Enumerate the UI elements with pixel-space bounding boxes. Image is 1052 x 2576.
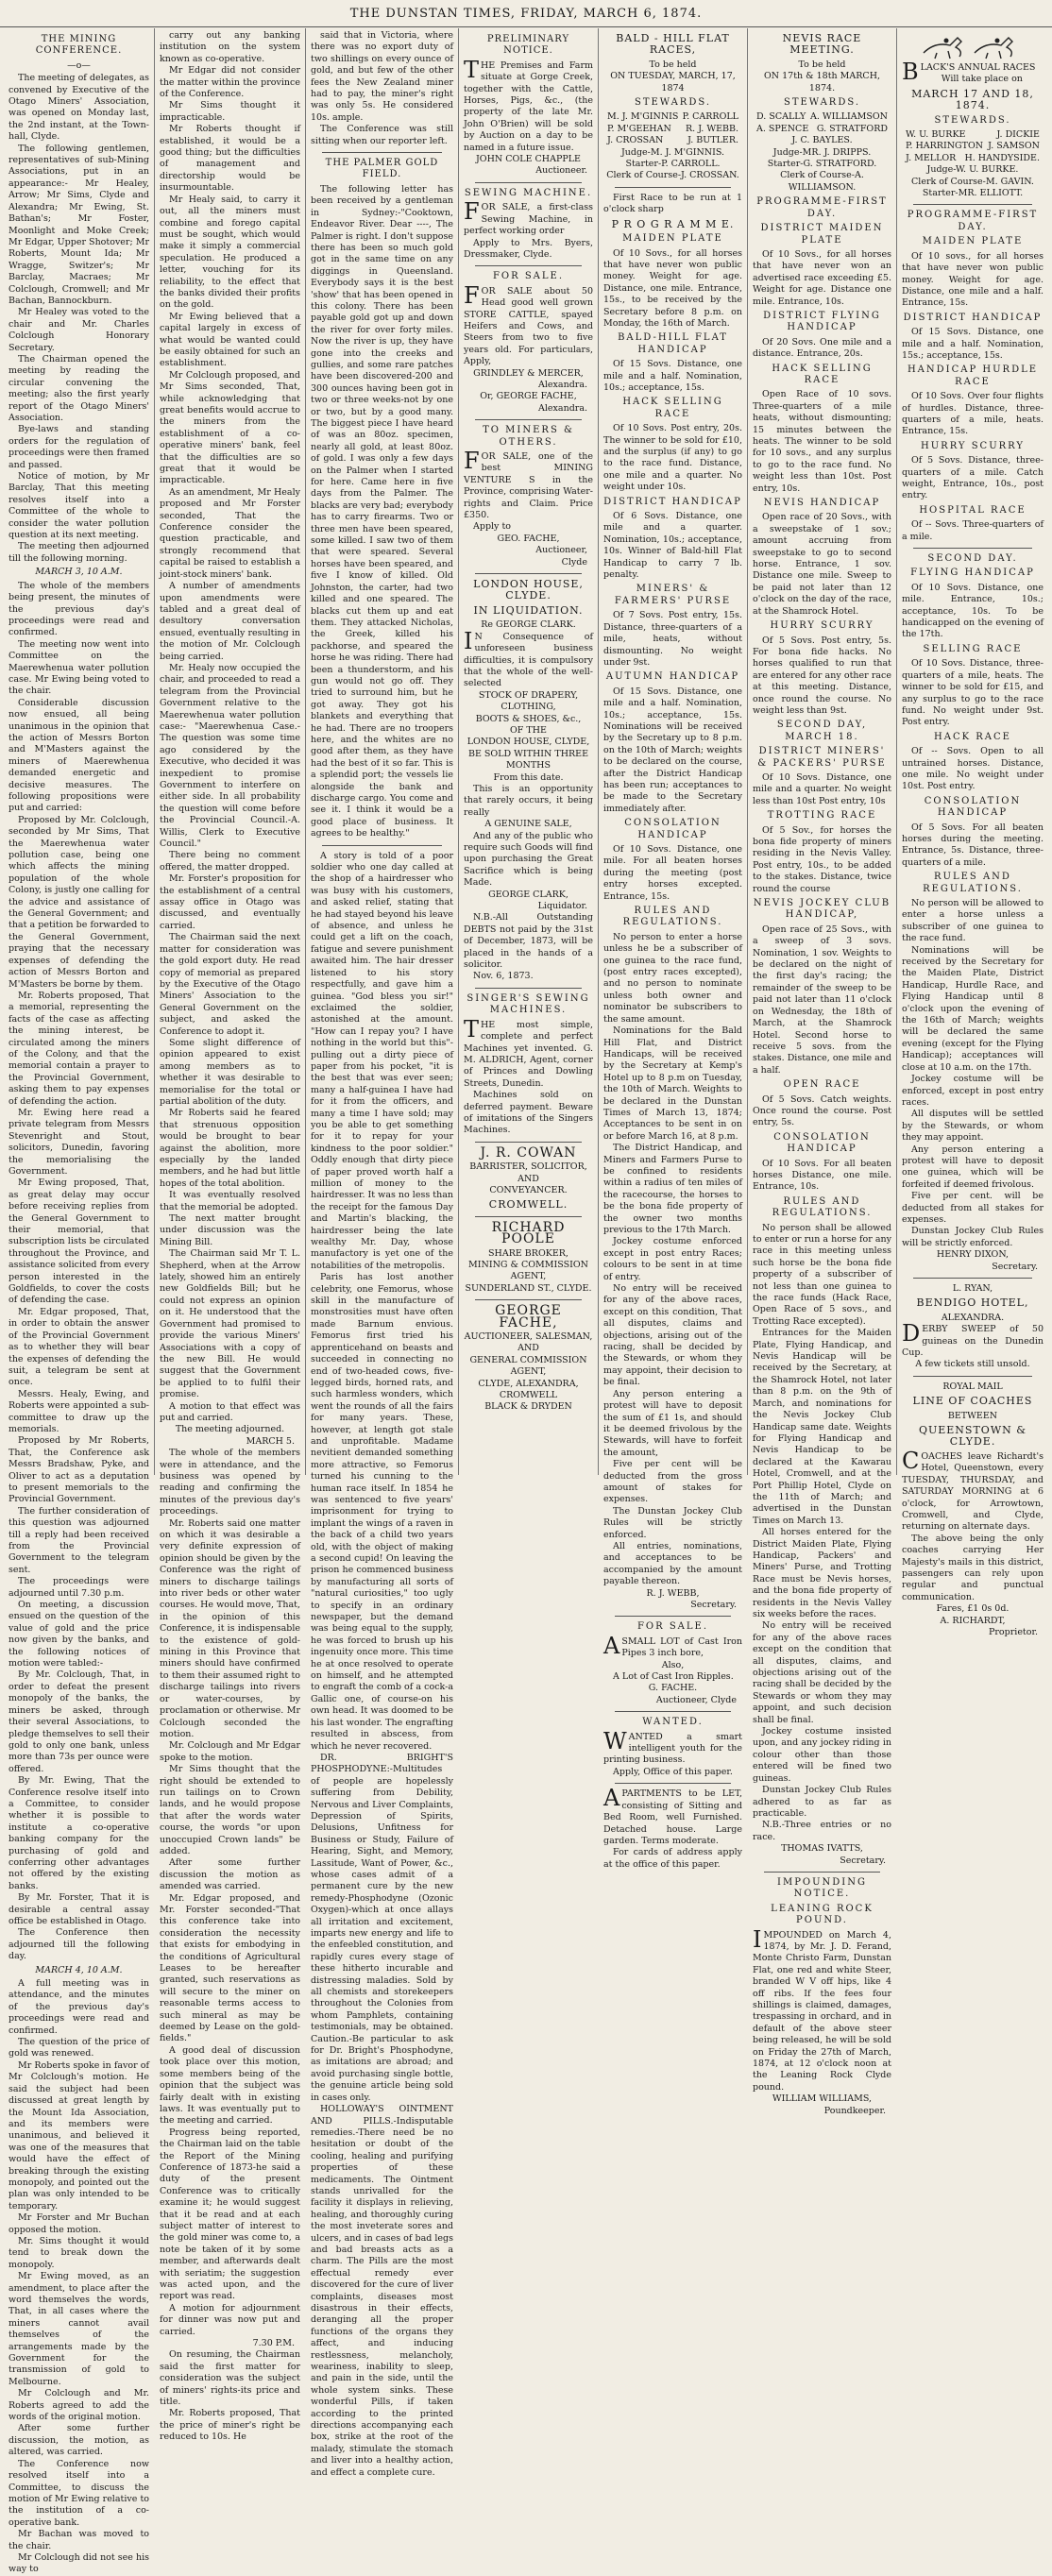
paragraph: Mr Colclough did not see his way to [8, 2551, 149, 2575]
article-heading: THE MINING CONFERENCE. [35, 34, 123, 57]
paragraph: Mr Colclough and Mr. Roberts agreed to add the words of the original motion. [8, 2388, 149, 2423]
horse-icon [916, 32, 1029, 60]
ad-heading: WANTED. [642, 1717, 704, 1728]
paragraph: carry out any banking institution on the system known as co-operative. [160, 30, 300, 64]
paragraph: A motion to that effect was put and carried. [160, 1400, 300, 1423]
paragraph: Mr Roberts thought if established, it would be a good thing; but the difficulties of management and directorship would be insurmountable. [160, 124, 300, 194]
dateline: MARCH 4, 10 A.M. [35, 1964, 123, 1975]
paragraph: The following gentlemen, representatives of sub-Mining Associations, put in an appearance:- Mr Healey, Arrow; Mr Sims, Clyde and Alexandra; Mr Ewing, St. Bathan's; Mr Foster, Moonlight and Moke Creek; Mr Edgar, Upper Shotover; Mr Roberts, Mount Ida; Mr Wragge, Switzer's; Mr Barclay, Macraes; Mr Colclough, Cromwell; and Mr Bachan, Bannockburn. [8, 143, 149, 306]
paragraph: Messrs. Healy, Ewing, and Roberts were appointed a sub-committee to draw up the memorials. [8, 1388, 149, 1434]
paragraph: The Conference was still sitting when our reporter left. [311, 124, 453, 146]
ad-text: THE Premises and Farm situate at Gorge Creek, together with the Cattle, Horses, Pigs, &c., (the property of the late Mr. John O'Brien) will be sold by Auction on a day to be named in a future issue. [464, 56, 593, 153]
paragraph: Mr Edgar did not consider the matter within the province of the Conference. [160, 65, 300, 100]
programme-heading: PROGRAMME-FIRST DAY. [907, 210, 1039, 232]
paragraph: The Chairman said the next matter for consideration was the gold export duty. He read copy of memorial as prepared by the Executive of the Otago Miners' Association to the General Government on the subject, and asked the Conference to adopt it. [160, 932, 300, 1037]
paragraph: The proceedings were adjourned until 7.30 p.m. [8, 1576, 149, 1599]
horse-race-illustration [902, 30, 1044, 62]
column-3 [306, 28, 459, 2478]
paragraph: The next matter brought under discussion was the Mining Bill. [160, 1213, 300, 1247]
column-5: BALD - HILL FLAT RACES, To be held ON TUESDAY, MARCH, 17, 1874 STEWARDS. M. J. M'GINNIS P. CARROLL P. M'GEEHAN R. J. WEBB. J. CROSSAN J. BUTLER. Judge-M. J. M'GINNIS. Starter-P. CARROLL. Clerk of Course-J. CROSSAN. First Race to be run at 1 o'clock sharp P R O G R A M M E. MAIDEN PLATE Of 10 Sovs., for all horses that have never won public money. Weight for age. Distance, one mile. Entrance, 15s., to be received by the Secretary before 8 p.m. on Monday, the 16th of March. BALD-HILL FLAT HANDICAP Of 15 Sovs. Distance, one mile and a half. Nomination, 10s.; acceptance, 15s. HACK SELLING RACE Of 10 Sovs. Post entry, 20s. The winner to be sold for £10, and the surplus (if any) to go to the race fund. Distance, one mile and a quarter. No weight under 10s. DISTRICT HANDICAP Of 6 Sovs. Distance, one mile and a quarter. Nomination, 10s.; acceptance, 10s. Winner of Bald-hill Flat Handicap to carry 7 lb. penalty. MINERS' & FARMERS' PURSE Of 7 Sovs. Post entry, 15s. Distance, three-quarters of a mile, heats, without dismounting. No weight under 9st. AUTUMN HANDICAP Of 15 Sovs. Distance, one mile and a half. Nomination, 10s.; acceptance, 15s. Nominations will be received by the Secretary up to 8 p.m. on the 10th of March; weights to be declared on the course, after the District Handicap has been run; acceptances to be made to the Secretary immediately after. CONSOLATION HANDICAP Of 10 Sovs. Distance, one mile. For all beaten horses during the meeting (post entry horses excepted. Entrance, 15s. RULES AND REGULATIONS. No person to enter a horse unless he be a subscriber of one guinea to the race fund, (post entry races excepted), and no person to nominate unless both owner and nominator be subscribers to the same amount. Nominations for the Bald Hill Flat, and District Handicaps, will be received by the Secretary at Kemp's Hotel up to 8 p.m on Tuesday, the 10th of March. Weights to be declared in the Dunstan Times of March 13, 1874; Acceptances to be sent in on or before March 16, at 8 p.m. The District Handicap, and Miners and Farmers Purse to be confined to residents within a radius of ten miles of the racecourse, the horses to be the bona fide property of the owner two months previous to the 17th March. Jockey costume enforced except in post entry Races; colours to be sent in at time of entry. No entry will be received for any of the above races, except on this condition, That all disputes, claims and objections, arising out of the racing, shall be decided by the Stewards, or whom they may appoint, their decision to be final. Any person entering a protest will have to deposit the sum of £1 1s, and should it be deemed frivolous by the Stewards, will have to forfeit the amount, Five per cent will be deducted from the gross amount of stakes for expenses. The Dunstan Jockey Club Rules will be strictly enforced. All entries, nominations, and acceptances to be accompanied by the amount payable thereon. R. J. WEBB, Secretary. FOR SALE. ASMALL LOT of Cast Iron Pipes 3 inch bore, Also, A Lot of Cast Iron Ripples. G. FACHE. Auctioneer, Clyde WANTED. WANTED a smart intelligent youth for the printing business. Apply, Office of this paper. APARTMENTS to be LET, consisting of Sitting and Bed Room, well Furnished. Detached house. Large garden. Terms moderate. For cards of address apply at the office of this paper. [599, 28, 748, 1475]
paragraph: Mr. Roberts proposed, That a memorial, representing the facts of the case as affecting the mining interest, be circulated among the miners of the Colony, and that the memorial contain a prayer to the Provincial Government, asking them to pay expenses of defending the action. [8, 990, 149, 1107]
paragraph: It was eventually resolved that the memorial be adopted. [160, 1190, 300, 1212]
ad-heading: IMPOUNDING NOTICE. [777, 1876, 867, 1900]
ad-heading: NEVIS RACE MEETING. [782, 32, 862, 57]
ad-text: THE most simple, complete and perfect Machines yet invented. G. M. ALDRICH, Agent, corner of Princes and Dowling Streets, Dunedin. [464, 1015, 593, 1089]
paragraph: A full meeting was in attendance, and the minutes of the previous day's proceedings were read and confirmed. [8, 1978, 149, 2036]
paragraph: Notice of motion, by Mr Barclay, That this meeting resolves itself into a Committee of the whole to consider the water pollution question at its next meeting. [8, 471, 149, 541]
paragraph: As an amendment, Mr Healy proposed and Mr Forster seconded, That the Conference consider the question practicable, and strongly recommend that capital be raised to establish a joint-stock miners' bank. [160, 486, 300, 580]
ad-name: JOHN COLE CHAPPLE [476, 154, 581, 165]
paragraph: Mr. Roberts said one matter on which it was desirable a very definite expression of opinion should be given by the Conference was the right of miners to discharge tailings into river beds or other water courses. He would move, That, in the opinion of this Conference, it is indispensable to the existence of gold-mining in this Province that miners should have confirmed to them their assumed right to discharge tailings into rivers or water-courses, by proclamation or otherwise. Mr Colclough seconded the motion. [160, 1517, 300, 1739]
paragraph: The meeting adjourned. [175, 1424, 285, 1435]
column-4: PRELIMINARY NOTICE. THE Premises and Farm situate at Gorge Creek, together with the Cattle, Horses, Pigs, &c., (the property of the late Mr. John O'Brien) will be sold by Auction on a day to be named in a future issue. JOHN COLE CHAPPLE Auctioneer. SEWING MACHINE. FOR SALE, a first-class Sewing Machine, in perfect working order Apply to Mrs. Byers, Dressmaker, Clyde. FOR SALE. FOR SALE about 50 Head good well grown STORE CATTLE, spayed Heifers and Cows, and Steers from two to five years old. For particulars, Apply, GRINDLEY & MERCER, Alexandra. Or, GEORGE FACHE, Alexandra. TO MINERS & OTHERS. FOR SALE, one of the best MINING VENTURE S in the Province, comprising Water-rights and Claim. Price £350. Apply to GEO. FACHE, Auctioneer, Clyde LONDON HOUSE, CLYDE. IN LIQUIDATION. Re GEORGE CLARK. IN Consequence of unforeseen business difficulties, it is compulsory that the whole of the well-selected STOCK OF DRAPERY, CLOTHING, BOOTS & SHOES, &c., OF THE LONDON HOUSE, CLYDE, BE SOLD WITHIN THREE MONTHS From this date. This is an opportunity that rarely occurs, it being really A GENUINE SALE, And any of the public who require such Goods will find upon purchasing the Great Sacrifice which is being Made. GEORGE CLARK, Liquidator. N.B.-All Outstanding DEBTS not paid by the 31st of December, 1873, will be placed in the hands of a solicitor. Nov. 6, 1873. SINGER'S SEWING MACHINES. THE most simple, complete and perfect Machines yet invented. G. M. ALDRICH, Agent, corner of Princes and Dowling Streets, Dunedin. Machines sold on deferred payment. Beware of imitations of the Singers Machines. J. R. COWAN BARRISTER, SOLICITOR, AND CONVEYANCER. CROMWELL. RICHARD POOLE SHARE BROKER, MINING & COMMISSION AGENT, SUNDERLAND ST., CLYDE. GEORGE FACHE, AUCTIONEER, SALESMAN, AND GENERAL COMMISSION AGENT, CLYDE, ALEXANDRA, CROMWELL BLACK & DRYDEN [459, 28, 599, 1475]
paragraph: Mr Colclough proposed, and Mr Sims seconded, That, while acknowledging that great benefits would accrue to the miners from the establishment of a co-operative miners' bank, feel that the difficulties are so great that it would be impracticable. [160, 369, 300, 486]
ad-heading: SINGER'S SEWING MACHINES. [467, 992, 590, 1016]
ad-text: Apply to Mrs. Byers, Dressmaker, Clyde. [464, 237, 593, 260]
ad-role: Auctioneer. [535, 165, 587, 177]
masthead [0, 0, 1052, 27]
ad-heading: IN LIQUIDATION. [473, 603, 584, 617]
paragraph: Mr Bachan was moved to the chair. [8, 2529, 149, 2551]
paragraph: Mr. Roberts proposed, That the price of miner's right be reduced to 10s. He [160, 2408, 300, 2443]
ad-heading: FOR SALE. [636, 1621, 709, 1633]
paragraph: Mr. Colclough and Mr Edgar spoke to the motion. [160, 1740, 300, 1763]
paragraph: Mr Ewing proposed, That, as great delay may occur before receiving replies from the General Government to their memorial, that subscription lists be circulated throughout the Province, and assistance solicited from every person interested in the Goldfields, to cover the costs of defending the case. [8, 1178, 149, 1306]
paragraph: A story is told of a poor soldier who one day called at the shop of a hairdresser who was busy with his customers, and asked relief, stating that he had stayed beyond his leave of absence, and unless he could get a lift on the coach, fatigue and severe punishment awaited him. The hair dresser listened to his story respectfully, and gave him a guinea. "God bless you sir!" exclaimed the soldier, astonished at the amount. "How can I repay you? I have nothing in the world but this"-pulling out a dirty piece of paper from his pocket, "it is the best that was ever seen; many a half-guinea I have had for it from the officers, and many a time I have sold; may you be able to get something for it to repay for your kindness to the poor soldier." Oddly enough that dirty piece of paper proved worth half a million of money to the hairdresser. It was no less than the receipt for the famous Day and Martin's blacking, the hairdresser being the late wealthy Mr. Day, whose manufactory is yet one of the notabilities of the metropolis. [311, 850, 453, 1271]
paragraph: After some further discussion, the motion, as altered, was carried. [8, 2423, 149, 2458]
ad-name: GRINDLEY & MERCER, [473, 367, 584, 379]
ad-heading: RICHARD POOLE [491, 1219, 566, 1247]
column-6: NEVIS RACE MEETING. To be held ON 17th & 18th MARCH, 1874. STEWARDS. D. SCALLY A. WILLIAMSON A. SPENCE G. STRATFORD J. C. BAYLES. Judge-MR. J. DRIPPS. Starter-G. STRATFORD. Clerk of Course-A. WILLIAMSON. PROGRAMME-FIRST DAY. DISTRICT MAIDEN PLATE Of 10 Sovs., for all horses that have never won an advertised race exceeding £5. Weight for age. Distance one mile. Entrance, 10s. DISTRICT FLYING HANDICAP Of 20 Sovs. One mile and a distance. Entrance, 20s. HACK SELLING RACE Open Race of 10 sovs. Three-quarters of a mile heats, without dismounting; 15 minutes between the heats. The winner to be sold for 10 sovs., and any surplus to go to the race fund. No weight less than 10st. Post entry, 10s. NEVIS HANDICAP Open race of 20 Sovs., with a sweepstake of 1 sov.; amount accruing from sweepstake to go to second horse. Entrance, 1 sov. Distance one mile. Sweep to be paid not later than 12 o'clock on the day of the race, at the Shamrock Hotel. HURRY SCURRY Of 5 Sovs. Post entry, 5s. For bona fide hacks. No horses qualified to run that are entered for any other race at this meeting. Distance, once round the course. No weight less than 9st. SECOND DAY, MARCH 18. DISTRICT MINERS' & PACKERS' PURSE Of 10 Sovs. Distance, one mile and a quarter. No weight less than 10st Post entry, 10s TROTTING RACE Of 5 Sov., for horses the bona fide property of miners residing in the Nevis Valley. Post entry, 10s., to be added to the stakes. Distance, twice round the course NEVIS JOCKEY CLUB HANDICAP, Open race of 25 Sovs., with a sweep of 3 sovs. Nomination, 1 sov. Weights to be declared on the night of the first day's racing; the remainder of the sweep to be paid not later than 11 o'clock on Wednesday, the 18th of March, at the Shamrock Hotel. Second horse to receive 5 sovs. from the stakes. Distance, one mile and a half. OPEN RACE Of 5 Sovs. Catch weights. Once round the course. Post entry, 5s. CONSOLATION HANDICAP Of 10 Sovs. For all beaten horses Distance, one mile. Entrance, 10s. RULES AND REGULATIONS. No person shall be allowed to enter or run a horse for any race in this meeting unless such horse be the bona fide property of a subscriber of not less than one guinea to the race funds (Hack Race, Open Race of 5 sovs., and Trotting Race excepted). Entrances for the Maiden Plate, Flying Handicap, and Nevis Handicap will be received by the Secretary, at the Shamrock Hotel, not later than 8 p.m. on the 9th of March, and nominations for the Nevis Jockey Club Handicap same date. Weights for Flying Handicap and Nevis Handicap to be declared at the Kawarau Hotel, Cromwell, and at the Port Phillip Hotel, Clyde on the 11th of March; and advertised in the Dunstan Times on March 13. All horses entered for the District Maiden Plate, Flying Handicap, Packers' and Miners' Purse, and Trotting Race must be Nevis horses, and the bona fide property of residents in the Nevis Valley six weeks before the races. No entry will be received for any of the above races except on the condition that all disputes, claims, and objections arising out of the racing shall be decided by the Stewards or whom they may appoint, and such decision shall be final. Jockey costume insisted upon, and any jockey riding in colour other than those entered will be fined two guineas. Dunstan Jockey Club Rules adhered to as far as practicable. N.B.-Three entries or no race. THOMAS IVATTS, Secretary. IMPOUNDING NOTICE. LEANING ROCK POUND. IMPOUNDED on March 4, 1874, by Mr. J. D. Ferand, Monte Christo Farm, Dunstan Flat, one red and white Steer, branded W V off hips, like 4 off ribs. If the fees four shillings is claimed, damages, trespassing in orchard, and in default of the above steer being released, he will be sold on Friday the 27th of March, 1874, at 12 o'clock noon at the Leaning Rock Clyde pound. WILLIAM WILLIAMS, Poundkeeper. [748, 28, 897, 1475]
paragraph: Progress being reported, the Chairman laid on the table the Report of the Mining Conference of 1873-he said a duty of the present Conference was to critically examine it; he would suggest that it be read and at each subject matter of interest to the gold miner was come to, a note be taken of it by some member, and afterwards dealt with seriatim; the suggestion was acted upon, and the report was read. [160, 2127, 300, 2302]
paragraph: Mr. Forster's proposition for the establishment of a central assay office in Otago was discussed, and eventually carried. [160, 873, 300, 931]
paragraph: The Conference then adjourned till the following day. [8, 1927, 149, 1962]
paragraph: A number of amendments upon amendments were tabled and a great deal of desultory conversation ensued, eventually resulting in the motion of Mr. Colclough being carried. [160, 581, 300, 662]
paragraph: Mr. Ewing here read a private telegram from Messrs Stevenright and Stout, solicitors, Dunedin, favoring the memorialising the Government. [8, 1107, 149, 1177]
ad-heading: BLACK'S ANNUAL RACES [902, 59, 1036, 85]
paragraph: Mr Forster and Mr Buchan opposed the motion. [8, 2212, 149, 2235]
ad-heading: J. R. COWAN [480, 1144, 577, 1161]
column-2 [155, 28, 306, 2443]
paragraph: On meeting, a discussion ensued on the question of the value of gold and the price now given by the banks, and the following notices of motion were tabled:- [8, 1600, 149, 1669]
ad-text: IN Consequence of unforeseen business difficulties, it is compulsory that the whole of the well-selected [464, 627, 593, 689]
paragraph: Proposed by Mr. Colclough, seconded by Mr Sims, That the Maerewhenua water pollution case, being one which affects the mining population of the whole Colony, is justly one calling for the advice and assistance of the General Government; and that a petition be forwarded to the General Government, praying that the necessary expenses of defending the action of Messrs Borton and M'Masters be borne by them. [8, 814, 149, 990]
masthead-title: THE DUNSTAN TIMES, FRIDAY, MARCH 6, 1874. [349, 6, 703, 21]
paragraph: The meeting then adjourned till the following morning. [8, 541, 149, 564]
paragraph: By Mr. Colclough, That, in order to defeat the present monopoly of the banks, the miners be asked, through their several Associations, to pledge themselves to sell their gold to only one bank, unless more than 73s per ounce were offered. [8, 1669, 149, 1774]
ad-text: FOR SALE, a first-class Sewing Machine, in perfect working order [464, 198, 593, 237]
paragraph: Paris has lost another celebrity, one Femorus, whose skill in the manufacture of monstrosities must have often made Barnum envious. Femorus first tried his apprenticehand on beasts and succeeded in connecting no end of two-headed cows, five-legged birds, horned rats, and such harmless wonders, which went the rounds of all the fairs for many years. These, however, at length got stale and unprofitable. Madame nevitient demanded something more attractive, so Femorus turned his cunning to the human race itself. In 1854 he was sentenced to five years' imprisonment for trying to implant the wings of a raven in the back of a child two years old, with the object of making a second cupid! On leaving the prison he commenced business by manufacturing all sorts of "natural curiosities," too ugly to specify in an ordinary newspaper, but the demand was being equal to the supply, he was forced to brush up his ingenuity once more. This time he at once resolved to operate on himself, and he attempted to engraft the comb of a cock-a Gallic one, of course-on his own head. It was doomed to be his last wonder. The engrafting resulted in abscess, from which he never recovered. [311, 1272, 453, 1752]
paragraph: Mr Sims thought it impracticable. [160, 100, 300, 123]
ad-heading: SEWING MACHINE. [464, 187, 593, 198]
paragraph: Mr Ewing moved, as an amendment, to place after the word themselves the words, That, in all cases where the miners cannot avail themselves of the arrangements made by the Government for the transmission of gold to Melbourne. [8, 2271, 149, 2387]
ad-heading: LINE OF COACHES [912, 1395, 1033, 1408]
paragraph: Mr Healey was voted to the chair and Mr. Charles Colclough Honorary Secretary. [8, 307, 149, 353]
column-1: THE MINING CONFERENCE. —o— The meeting of delegates, as convened by Executive of the Otago Miners' Association, was opened on Monday last, the 2nd instant, at the Town-hall, Clyde. The following gentlemen, representatives of sub-Mining Associations, put in an appearance:- Mr Healey, Arrow; Mr Sims, Clyde and Alexandra; Mr Ewing, St. Bathan's; Mr Foster, Moonlight and Moke Creek; Mr Edgar, Upper Shotover; Mr Roberts, Mount Ida; Mr Wragge, Switzer's; Mr Barclay, Macraes; Mr Colclough, Cromwell; and Mr Bachan, Bannockburn. Mr Healey was voted to the chair and Mr. Charles Colclough Honorary Secretary. The Chairman opened the meeting by reading the circular convening the meeting; also the first yearly report of the Otago Miners' Association. Bye-laws and standing orders for the regulation of proceedings were then framed and passed. Notice of motion, by Mr Barclay, That this meeting resolves itself into a Committee of the whole to consider the water pollution question at its next meeting. The meeting then adjourned till the following morning. MARCH 3, 10 A.M. The whole of the members being present, the minutes of the previous day's proceedings were read and confirmed. The meeting now went into Committee on the Maerewhenua water pollution case. Mr Ewing being voted to the chair. Considerable discussion now ensued, all being unanimous in the opinion that the action of Messrs Borton and M'Masters against the miners of Maerewhenua demanded energetic and decisive measures. The following propositions were put and carried: Proposed by Mr. Colclough, seconded by Mr Sims, That the Maerewhenua water pollution case, being one which affects the mining population of the whole Colony, is justly one calling for the advice and assistance of the General Government; and that a petition be forwarded to the General Government, praying that the necessary expenses of defending the action of Messrs Borton and M'Masters be borne by them. Mr. Roberts proposed, That a memorial, representing the facts of the case as affecting the mining interest, be circulated among the miners of the Colony, and that the memorial contain a prayer to the Provincial Government, asking them to pay expenses of defending the action. Mr. Ewing here read a private telegram from Messrs Stevenright and Stout, solicitors, Dunedin, favoring the memorialising the Government. Mr Ewing proposed, That, as great delay may occur before receiving replies from the General Government to their memorial, that subscription lists be circulated throughout the Province, and assistance solicited from every person interested in the Goldfields, to cover the costs of defending the case. Mr. Edgar proposed, That, in order to obtain the answer of the Provincial Government as to whether they will bear the expenses of defending the suit, a telegram be sent at once. Messrs. Healy, Ewing, and Roberts were appointed a sub-committee to draw up the memorials. Proposed by Mr Roberts, That, the Conference ask Messrs Bradshaw, Pyke, and Oliver to act as a deputation to present memorials to the Provincial Government. The further consideration of this question was adjourned till a reply had been received from the Provincial Government to the telegram sent. The proceedings were adjourned until 7.30 p.m. On meeting, a discussion ensued on the question of the value of gold and the price now given by the banks, and the following notices of motion were tabled:- By Mr. Colclough, That, in order to defeat the present monopoly of the banks, the miners be asked, through their several Associations, to pledge themselves to sell their gold to only one bank, unless more than 73s per ounce were offered. By Mr. Ewing, That the Conference resolve itself into a Committee, to consider whether it is possible to institute a co-operative banking company for the purchasing of gold and conferring other advantages not offered by the existing banks. By Mr. Forster, That it is desirable a central assay office be established in Otago. The Conference then adjourned till the following day. MARCH 4, 10 A.M. A full meeting was in attendance, and the minutes of the previous day's proceedings were read and confirmed. The question of the price of gold was renewed. Mr Roberts spoke in favor of Mr Colclough's motion. He said the subject had been discussed at great length by the Mount Ida Association, and its members were unanimous, and believed it was one of the measures that would have the effect of breaking through the existing monopoly, and pointed out the plan was only intended to be temporary. Mr Forster and Mr Buchan opposed the motion. Mr. Sims thought it would tend to break down the monopoly. Mr Ewing moved, as an amendment, to place after the word themselves the words, That, in all cases where the miners cannot avail themselves of the arrangements made by the Government for the transmission of gold to Melbourne. Mr Colclough and Mr. Roberts agreed to add the words of the original motion. After some further discussion, the motion, as altered, was carried. The Conference now resolved itself into a Committee, to discuss the motion of Mr Ewing relative to the institution of a co-operative bank. Mr Bachan was moved to the chair. Mr Colclough did not see his way to [4, 28, 155, 1475]
ad-heading: LONDON HOUSE, CLYDE. [473, 578, 584, 602]
dateline: 7.30 P.M. [252, 2338, 295, 2349]
ad-heading: TO MINERS & OTHERS. [483, 425, 574, 448]
paragraph: Considerable discussion now ensued, all being unanimous in the opinion that the action of Messrs Borton and M'Masters against the miners of Maerewhenua demanded energetic and decisive measures. The following propositions were put and carried: [8, 697, 149, 814]
column-7: BLACK'S ANNUAL RACES Will take place on MARCH 17 AND 18, 1874. STEWARDS. W. U. BURKE J. DICKIE P. HARRINGTON J. SAMSON J. MELLOR H. HANDYSIDE. Judge-W. U. BURKE. Clerk of Course-M. GAVIN. Starter-MR. ELLIOTT. PROGRAMME-FIRST DAY. MAIDEN PLATE Of 10 sovs., for all horses that have never won public money. Weight for age. Distance, one mile and a half. Entrance, 15s. DISTRICT HANDICAP Of 15 Sovs. Distance, one mile and a half. Nomination, 15s.; acceptance, 15s. HANDICAP HURDLE RACE Of 10 Sovs. Over four flights of hurdles. Distance, three-quarters of a mile, heats. Entrance, 15s. HURRY SCURRY Of 5 Sovs. Distance, three-quarters of a mile. Catch weight, Entrance, 10s., post entry. HOSPITAL RACE Of -- Sovs. Three-quarters of a mile. SECOND DAY. FLYING HANDICAP Of 10 Sovs. Distance, one mile. Entrance, 10s.; acceptance, 10s. To be handicapped on the evening of the 17th. SELLING RACE Of 10 Sovs. Distance, three-quarters of a mile, heats. The winner to be sold for £15, and any surplus to go to the race fund. No weight under 9st. Post entry. HACK RACE Of -- Sovs. Open to all untrained horses. Distance, one mile. No weight under 10st. Post entry. CONSOLATION HANDICAP Of 5 Sovs. For all beaten horses during the meeting. Entrance, 5s. Distance, three-quarters of a mile. RULES AND REGULATIONS. No person will be allowed to enter a horse unless a subscriber of one guinea to the race fund. Nominations will be received by the Secretary for the Maiden Plate, District Handicap, Hurdle Race, and Flying Handicap until 8 o'clock upon the evening of the 16th of March; weights will be declared the same evening (except for the Flying Handicap); acceptances will close at 10 a.m. on the 17th. Jockey costume will be enforced, except in post entry races. All disputes will be settled by the Stewards, or whom they may appoint. Any person entering a protest will have to deposit one guinea, which will be forfeited if deemed frivolous. Five per cent. will be deducted from all stakes for expenses. Dunstan Jockey Club Rules will be strictly enforced. HENRY DIXON, Secretary. L. RYAN, BENDIGO HOTEL, ALEXANDRA. DERBY SWEEP of 50 guineas on the Dunedin Cup. A few tickets still unsold. ROYAL MAIL LINE OF COACHES BETWEEN QUEENSTOWN & CLYDE. COACHES leave Richardt's Hotel, Queenstown, every TUESDAY, THURSDAY, and SATURDAY MORNING at 6 o'clock, for Arrowtown, Cromwell, and Clyde, returning on alternate days. The above being the only coaches carrying Her Majesty's mails in this district, passengers can rely upon regular and punctual communication. Fares, £1 0s 0d. A. RICHARDT, Proprietor. [897, 28, 1048, 1475]
paragraph: The meeting of delegates, as convened by Executive of the Otago Miners' Association, was opened on Monday last, the 2nd instant, at the Town-hall, Clyde. [8, 73, 149, 143]
paragraph: Mr. Edgar proposed, That, in order to obtain the answer of the Provincial Government as to whether they will bear the expenses of defending the suit, a telegram be sent at once. [8, 1306, 149, 1388]
paragraph: The meeting now went into Committee on the Maerewhenua water pollution case. Mr Ewing being voted to the chair. [8, 638, 149, 697]
ad-text: FOR SALE about 50 Head good well grown STORE CATTLE, spayed Heifers and Cows, and Steers from two to five years old. For particulars, Apply, [464, 281, 593, 367]
ad-heading: FOR SALE. [492, 271, 565, 282]
ad-heading: BALD - HILL FLAT RACES, [616, 32, 730, 57]
paragraph: After some further discussion the motion as amended was carried. [160, 1857, 300, 1892]
paragraph: A good deal of discussion took place over this motion, some members being of the opinion that the subject was fairly dealt with in existing laws. It was eventually put to the meeting and carried. [160, 2044, 300, 2127]
programme-heading: PROGRAMME-FIRST DAY. [756, 196, 888, 219]
paragraph: said that in Victoria, where there was no export duty of two shillings on every ounce of gold, and but few of the other fees the New Zealand miner had to pay, the miner's right was only 5s. He considered 10s. ample. [311, 30, 453, 123]
paragraph: HOLLOWAY'S OINTMENT AND PILLS.-Indisputable remedies.-There need be no hesitation or doubt of the cooling, healing and purifying properties of these medicaments. The Ointment stands unrivalled for the facility it displays in relieving, healing, and thoroughly curing the most inveterate sores and ulcers, and in cases of bad legs and bad breasts acts as a charm. The Pills are the most effectual remedy ever discovered for the cure of liver complaints, diseases most disastrous in their effects, deranging all the proper functions of the organs they affect, and inducing restlessness, melancholy, weariness, inability to sleep, and pain in the side, until the whole system sinks. These wonderful Pills, if taken according to the printed directions accompanying each box, strike at the root of the malady, stimulate the stomach and liver into a healthy action, and effect a complete cure. [311, 2104, 453, 2478]
paragraph: The whole of the members being present, the minutes of the previous day's proceedings were read and confirmed. [8, 580, 149, 638]
paragraph: Mr Healy said, to carry it out, all the miners must combine and forego capital must be sought, which would make it simply a commercial speculation. He produced a letter, vouching for its reliability, to the effect that the banks divided their profits on the gold. [160, 194, 300, 311]
paragraph: Mr Ewing believed that a capital largely in excess of what would be wanted could be easily obtained for such an establishment. [160, 311, 300, 369]
paragraph: There being no comment offered, the matter dropped. [160, 850, 300, 873]
ad-name: GEORGE CLARK, [488, 889, 568, 900]
paragraph: Mr. Sims thought it would tend to break down the monopoly. [8, 2235, 149, 2270]
paragraph: By Mr. Forster, That it is desirable a central assay office be established in Otago. [8, 1892, 149, 1926]
paragraph: Mr. Edgar proposed, and Mr. Forster seconded-"That this conference take into consideration the necessity that exists for embodying in the conditions of Agricultural Leases to be hereafter granted, such reservations as will secure to the miner on reasonable terms access to such mineral as may be deemed by Lease on the gold-fields." [160, 1892, 300, 2044]
ad-name: GEO. FACHE, [497, 533, 560, 544]
paragraph: The Chairman said Mr T. L. Shepherd, when at the Arrow lately, showed him an entirely new Goldfields Bill; but he could not express an opinion on it. He understood that the Government had promised to provide the various Miners' Associations with a copy of the new Bill. He would suggest that the Government be applied to to fulfil their promise. [160, 1248, 300, 1400]
paragraph: Some slight difference of opinion appeared to exist among members as to whether it was desirable to memorialise for the total or partial abolition of the duty. [160, 1037, 300, 1107]
paragraph: Proposed by Mr Roberts, That, the Conference ask Messrs Bradshaw, Pyke, and Oliver to act as a deputation to present memorials to the Provincial Government. [8, 1435, 149, 1505]
ad-text: FOR SALE, one of the best MINING VENTURE S in the Province, comprising Water-rights and Claim. Price £350. [464, 448, 593, 521]
ad-heading: PRELIMINARY NOTICE. [486, 34, 570, 57]
paragraph: The following letter has been received by a gentleman in Sydney:-"Cooktown, Endeavor River. Dear ----, The Palmer is right. I don't suppose there has been so much gold got in the same time on any diggings in Queensland. Everybody says it is the best 'show' that has been opened in this colony. There has been payable gold got up and down the river for over forty miles. Now the river is up, they have gone into the creeks and gullies, and some rare patches have been discovered-200 and 300 ounces having been got in two or three weeks-not by one or two, but by a good many. The biggest piece I have heard of was an 80oz. specimen, nearly all gold, at least 80oz. of gold. I was only a few days on the Palmer when I started for here. Came here in five days from the Palmer. The blacks are very bad; everybody has to carry firearms. Two or three men have been speared, some killed. I saw two of them that were speared. Several horses have been speared, and five I know of killed. Old Johnston, the carter, had two killed and one speared. The blacks cut them up and eat them. They attacked Nicholas, the Greek, killed his packhorse, and speared the horse he was riding. There had been a thunderstorm, and his gun would not go off. They tried to surround him, but he got away. They got his blankets and everything that he had. There are no troopers here, and the whites are no good after them, as they have had the best of it so far. This is a splendid port; the vessels lie alongside the bank and discharge cargo. You come and see it. I think it would be a good place of business. It agrees to be healthy." [311, 183, 453, 839]
ad-heading: GEORGE FACHE, [495, 1303, 562, 1330]
paragraph: DR. BRIGHT'S PHOSPHODYNE:-Multitudes of people are hopelessly suffering from Debility, Nervous and Liver Complaints, Depression of Spirits, Delusions, Unfitness for Business or Study, Failure of Hearing, Sight, and Memory, Lassitude, Want of Power, &c., whose cases admit of a permanent cure by the new remedy-Phosphodyne (Ozonic Oxygen)-which at once allays all irritation and excitement, imparts new energy and life to the enfeebled constitution, and rapidly cures every stage of these hitherto incurable and distressing maladies. Sold by all chemists and storekeepers throughout the Colonies from whom Pamphlets, containing testimonials, may be obtained. Caution.-Be particular to ask for Dr. Bright's Phosphodyne, as imitations are abroad; and avoid purchasing single bottle, the genuine article being sold in cases only. [311, 1752, 453, 2103]
programme-heading: P R O G R A M M E. [611, 217, 735, 230]
paragraph: The Chairman opened the meeting by reading the circular convening the meeting; also the first yearly report of the Otago Miners' Association. [8, 353, 149, 423]
paragraph: The whole of the members were in attendance, and the business was opened by reading and confirming the minutes of the previous day's proceedings. [160, 1448, 300, 1517]
paragraph: Mr Roberts spoke in favor of Mr Colclough's motion. He said the subject had been discussed at great length by the Mount Ida Association, and its members were unanimous, and believed it was one of the measures that would have the effect of breaking through the existing monopoly, and pointed out the plan was only intended to be temporary. [8, 2059, 149, 2212]
paragraph: Bye-laws and standing orders for the regulation of proceedings were then framed and passed. [8, 424, 149, 470]
ad-heading: BENDIGO HOTEL, [916, 1296, 1029, 1310]
article-heading: THE PALMER GOLD FIELD. [325, 158, 439, 180]
paragraph: Mr Sims thought that the right should be extended to run tailings on to Crown lands, and he would propose that after the words water course, the words "or upon unoccupied Crown lands" be added. [160, 1764, 300, 1856]
dateline: MARCH 3, 10 A.M. [35, 567, 123, 578]
dateline: MARCH 5. [246, 1435, 295, 1447]
paragraph: By Mr. Ewing, That the Conference resolve itself into a Committee, to consider whether it is possible to institute a co-operative banking company for the purchasing of gold and conferring other advantages not offered by the existing banks. [8, 1775, 149, 1891]
paragraph: The question of the price of gold was renewed. [8, 2037, 149, 2059]
paragraph: The Conference now resolved itself into a Committee, to discuss the motion of Mr Ewing relative to the institution of a co-operative bank. [8, 2458, 149, 2528]
paragraph: A motion for adjournment for dinner was now put and carried. [160, 2302, 300, 2337]
columns [4, 28, 1048, 2575]
paragraph: On resuming, the Chairman said the first matter for consideration was the subject of miners' rights-its price and title. [160, 2349, 300, 2408]
paragraph: Mr. Healy now occupied the chair, and proceeded to read a telegram from the Provincial Government relative to the Maerewhenua water pollution case:- "Maerewhenua Case.-The question was some time ago considered by the Executive, who decided it was inexpedient to promise Government to interfere on either side. In all probability the question will come before the Provincial Council.-A. Willis, Clerk to Executive Council." [160, 662, 300, 850]
paragraph: The further consideration of this question was adjourned till a reply had been received from the Provincial Government to the telegram sent. [8, 1505, 149, 1575]
paragraph: Mr Roberts said he feared that strenuous opposition would be brought to bear against the abolition, more especially by the landed members, and he had but little hopes of the total abolition. [160, 1108, 300, 1189]
